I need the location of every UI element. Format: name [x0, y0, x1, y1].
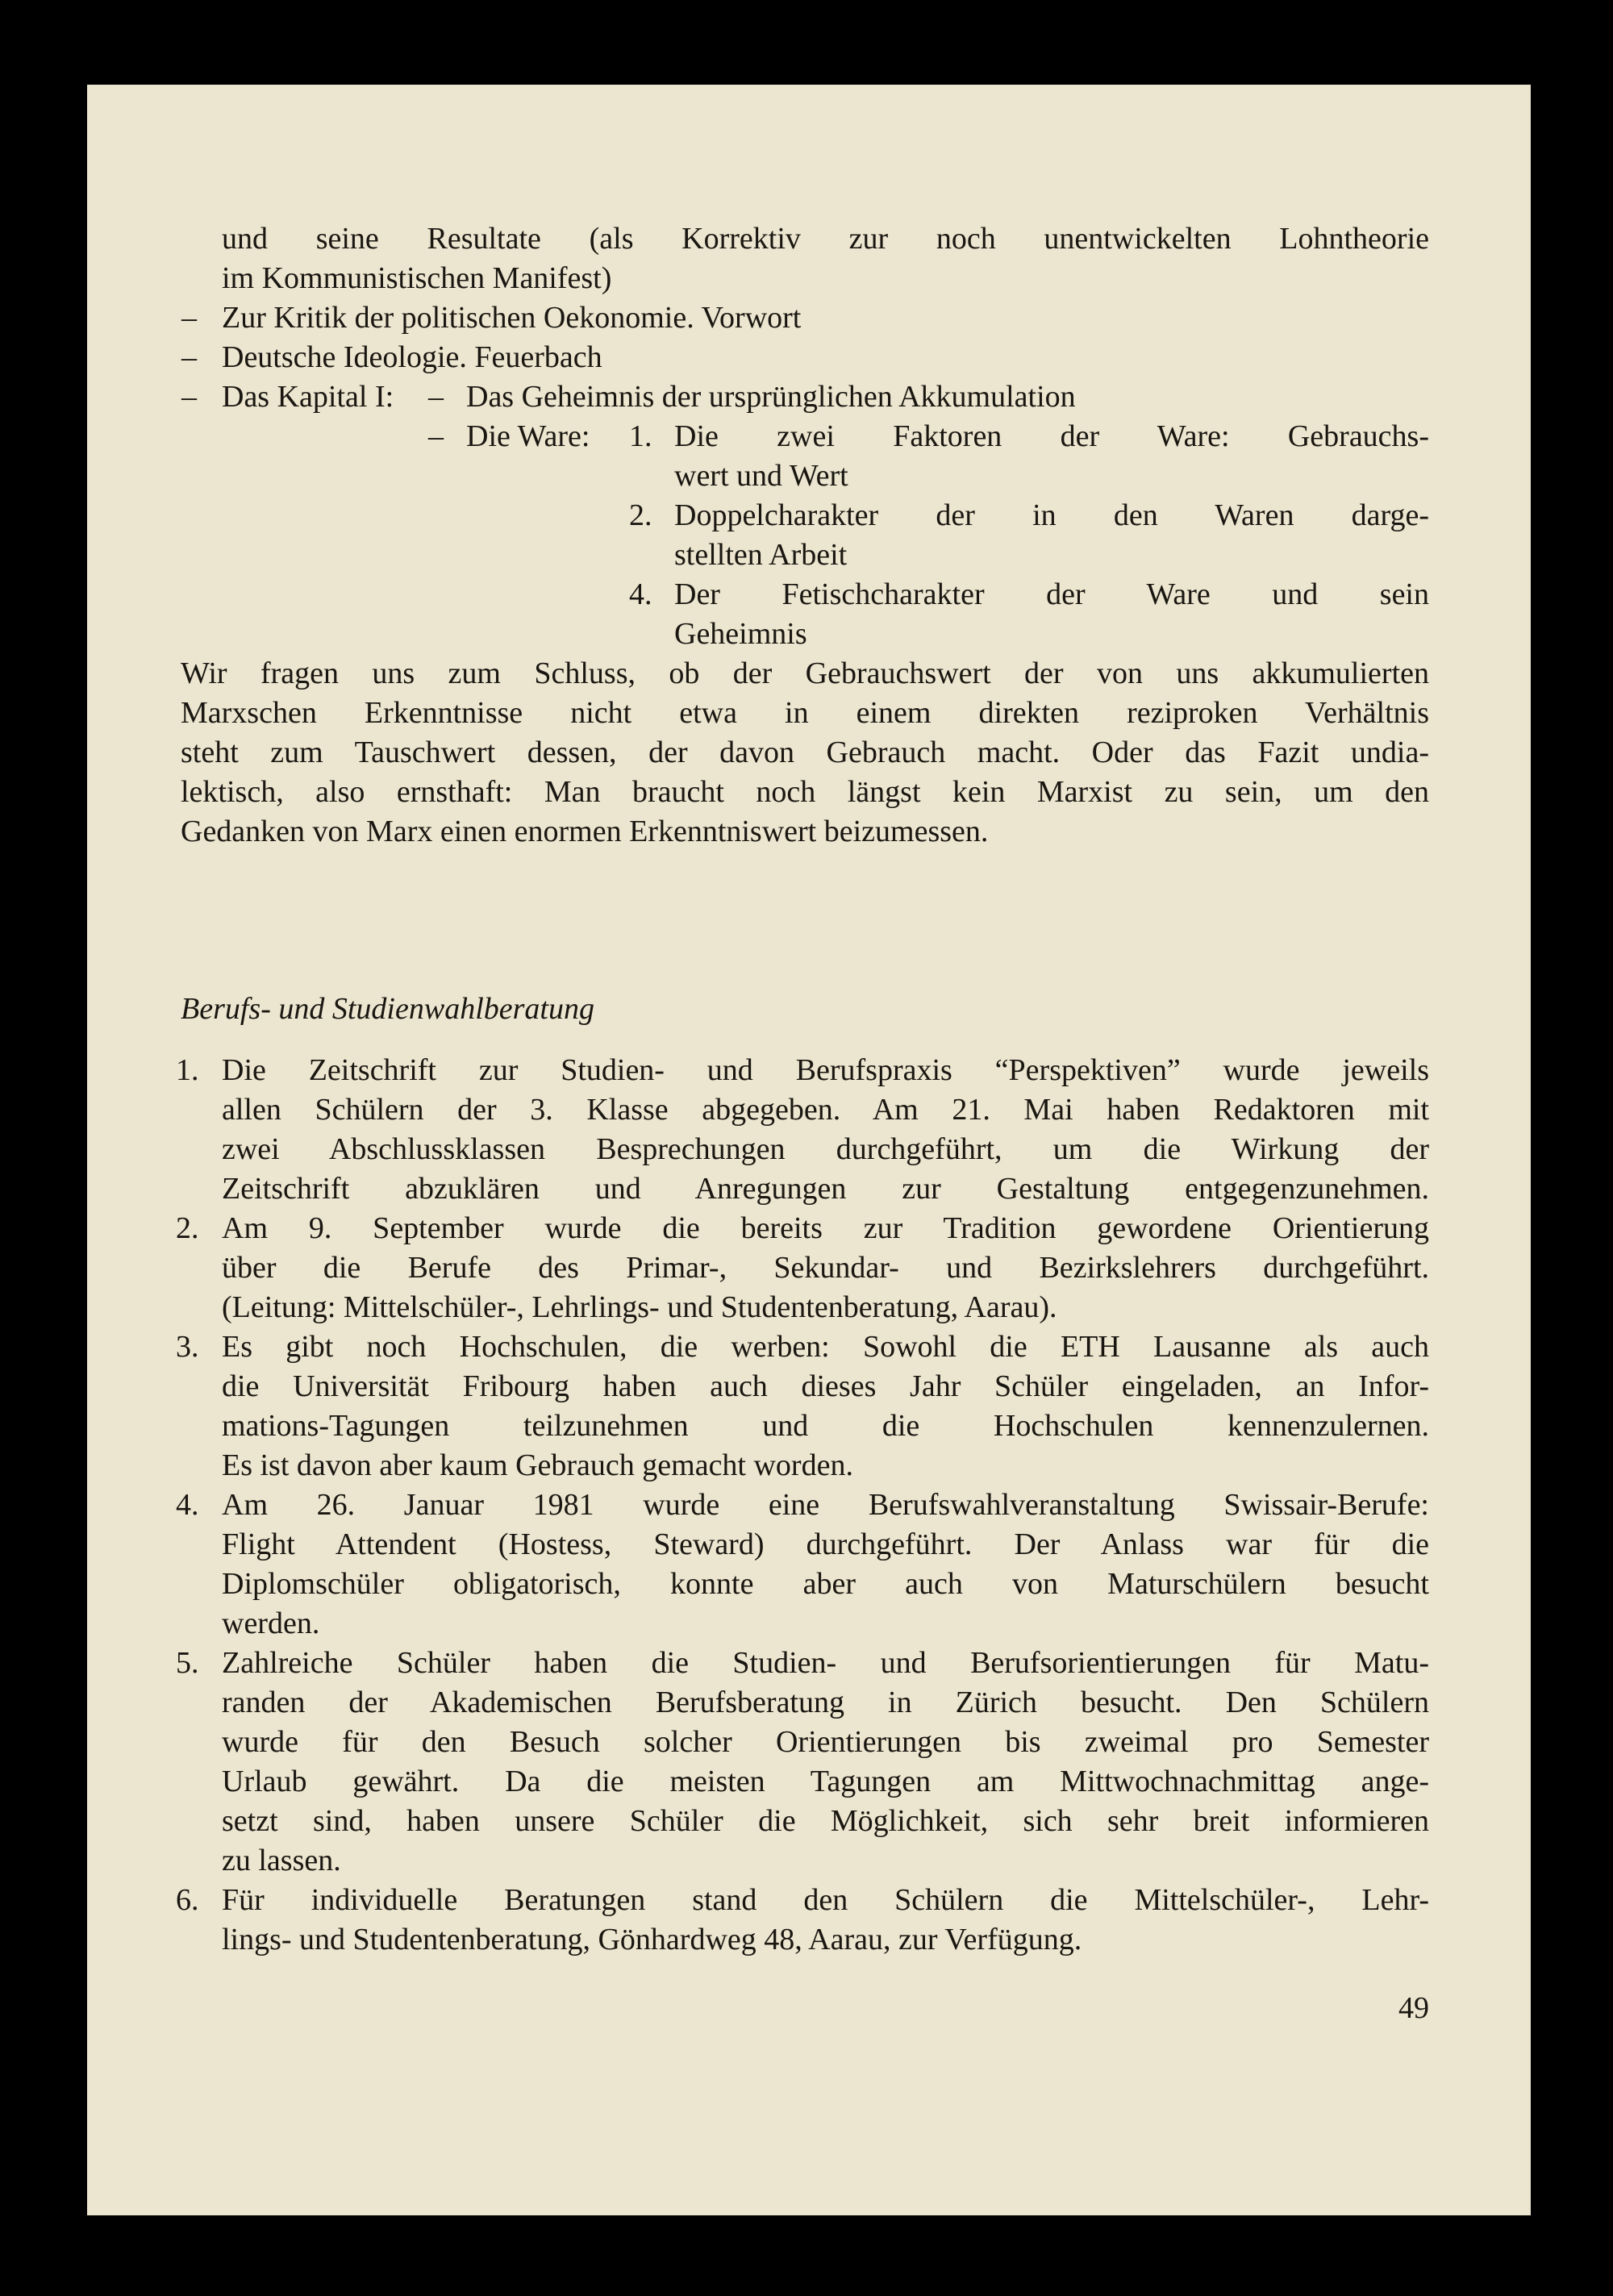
text-line: Marxschen Erkenntnisse nicht etwa in einem direkten reziproken Verhältnis: [181, 696, 1429, 730]
text-line: steht zum Tauschwert dessen, der davon Gebrauch macht. Oder das Fazit undia-: [181, 735, 1429, 769]
item-number: 4.: [176, 1488, 199, 1522]
text-line: wert und Wert: [674, 459, 848, 493]
text-line: Wir fragen uns zum Schluss, ob der Gebrauchswert der von uns akkumulierten: [181, 656, 1429, 690]
item-number: 2.: [176, 1211, 199, 1245]
dash-marker: –: [428, 380, 444, 414]
text-line: Zahlreiche Schüler haben die Studien- und Berufsorientierungen für Matu-: [222, 1646, 1429, 1680]
item-number: 6.: [176, 1883, 199, 1917]
text-line: werden.: [222, 1606, 320, 1640]
text-line: lings- und Studentenberatung, Gönhardweg 48, Aarau, zur Verfügung.: [222, 1923, 1082, 1956]
page-number: 49: [1398, 1991, 1429, 2025]
item-number: 1.: [176, 1053, 199, 1087]
text-line: Flight Attendent (Hostess, Steward) durchgeführt. Der Anlass war für die: [222, 1527, 1429, 1561]
text-line: randen der Akademischen Berufsberatung in Zürich besucht. Den Schülern: [222, 1686, 1429, 1719]
list-item: Zur Kritik der politischen Oekonomie. Vorwort: [222, 301, 802, 335]
text-line: Für individuelle Beratungen stand den Schülern die Mittelschüler-, Lehr-: [222, 1883, 1429, 1917]
text-line: zu lassen.: [222, 1844, 341, 1877]
list-item: [222, 1486, 1429, 1644]
text-line: Es gibt noch Hochschulen, die werben: Sowohl die ETH Lausanne als auch: [222, 1330, 1429, 1364]
conclusion-paragraph: [181, 654, 1429, 852]
dash-marker: –: [181, 340, 197, 374]
item-number: 3.: [176, 1330, 199, 1364]
text-line: stellten Arbeit: [674, 538, 848, 572]
text-line: wurde für den Besuch solcher Orientierungen bis zweimal pro Semester: [222, 1725, 1429, 1759]
item-number: 4.: [629, 577, 652, 611]
list-item: [222, 1209, 1429, 1327]
list-item: [222, 1881, 1429, 1960]
kapital-sub-label: Die Ware:: [466, 419, 590, 453]
text-line: setzt sind, haben unsere Schüler die Möglichkeit, sich sehr breit informieren: [222, 1804, 1429, 1838]
text-line: Am 9. September wurde die bereits zur Tradition gewordene Orientierung: [222, 1211, 1429, 1245]
intro-paragraph: [222, 219, 1429, 298]
text-line: zwei Abschlussklassen Besprechungen durchgeführt, um die Wirkung der: [222, 1132, 1429, 1166]
document-page: [87, 85, 1531, 2215]
text-line: allen Schülern der 3. Klasse abgegeben. Am 21. Mai haben Redaktoren mit: [222, 1093, 1429, 1127]
dash-marker: –: [181, 301, 197, 335]
text-line: Geheimnis: [674, 617, 807, 651]
text-line: Der Fetischcharakter der Ware und sein: [674, 577, 1429, 611]
section-heading: Berufs- und Studienwahlberatung: [181, 992, 594, 1026]
text-line: Doppelcharakter der in den Waren darge-: [674, 498, 1429, 532]
text-line: Gedanken von Marx einen enormen Erkenntniswert beizumessen.: [181, 815, 989, 848]
list-item: Deutsche Ideologie. Feuerbach: [222, 340, 602, 374]
text-line: Urlaub gewährt. Da die meisten Tagungen am Mittwochnachmittag ange-: [222, 1765, 1429, 1798]
list-item: [222, 1327, 1429, 1486]
text-line: Diplomschüler obligatorisch, konnte aber auch von Maturschülern besucht: [222, 1567, 1429, 1601]
text-line: Die Zeitschrift zur Studien- und Berufspraxis “Perspektiven” wurde jeweils: [222, 1053, 1429, 1087]
text-line: Es ist davon aber kaum Gebrauch gemacht worden.: [222, 1448, 853, 1482]
item-number: 1.: [629, 419, 652, 453]
text-line: mations-Tagungen teilzunehmen und die Hochschulen kennenzulernen.: [222, 1409, 1429, 1443]
text-line: und seine Resultate (als Korrektiv zur noch unentwickelten Lohntheorie: [222, 222, 1429, 256]
text-line: im Kommunistischen Manifest): [222, 261, 612, 295]
list-item: [222, 1051, 1429, 1209]
list-item: [222, 1644, 1429, 1881]
text-line: Am 26. Januar 1981 wurde eine Berufswahlveranstaltung Swissair-Berufe:: [222, 1488, 1429, 1522]
item-number: 5.: [176, 1646, 199, 1680]
text-line: Die zwei Faktoren der Ware: Gebrauchs-: [674, 419, 1429, 453]
dash-marker: –: [181, 380, 197, 414]
text-line: (Leitung: Mittelschüler-, Lehrlings- und Studentenberatung, Aarau).: [222, 1290, 1057, 1324]
item-number: 2.: [629, 498, 652, 532]
kapital-label: Das Kapital I:: [222, 380, 394, 414]
text-line: über die Berufe des Primar-, Sekundar- und Bezirkslehrers durchgeführt.: [222, 1251, 1429, 1285]
dash-marker: –: [428, 419, 444, 453]
text-line: lektisch, also ernsthaft: Man braucht noch längst kein Marxist zu sein, um den: [181, 775, 1429, 809]
text-line: die Universität Fribourg haben auch dieses Jahr Schüler eingeladen, an Infor-: [222, 1369, 1429, 1403]
kapital-sub-item: Das Geheimnis der ursprünglichen Akkumulation: [466, 380, 1076, 414]
text-line: Zeitschrift abzuklären und Anregungen zur Gestaltung entgegenzunehmen.: [222, 1172, 1429, 1206]
